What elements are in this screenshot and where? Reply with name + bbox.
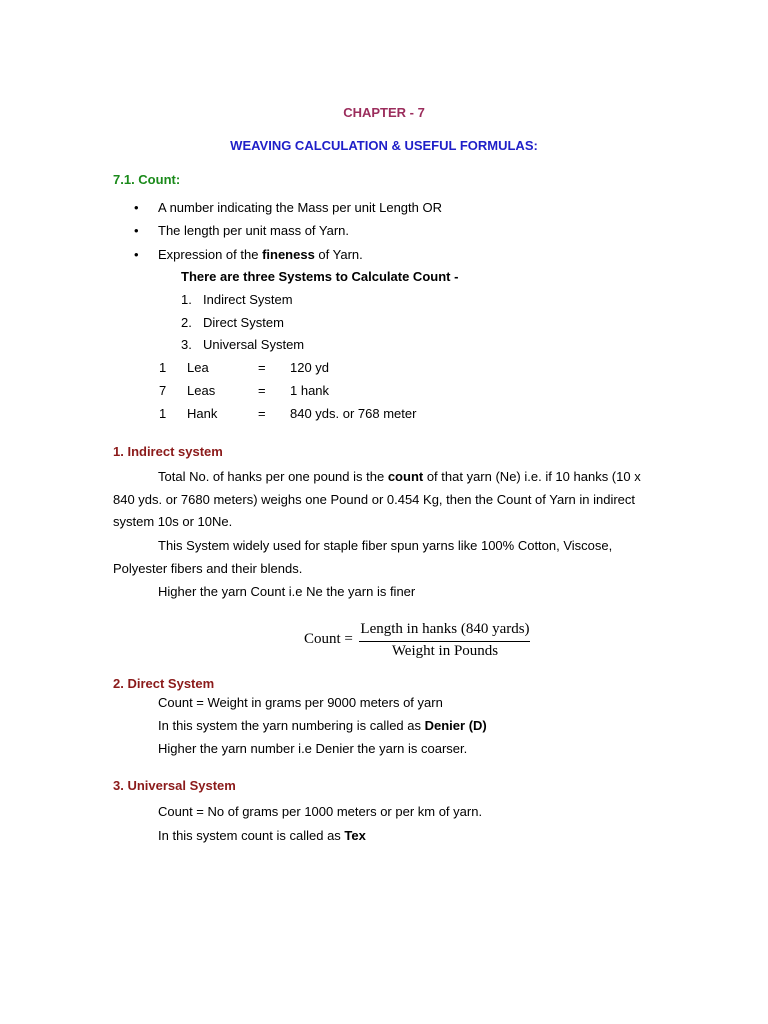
system-list-label: Indirect System [203, 292, 293, 307]
chapter-label: CHAPTER - 7 [343, 105, 425, 120]
system-list-number: 2. [181, 315, 192, 330]
unit-equals: = [258, 383, 266, 398]
section-heading-universal: 3. Universal System [113, 778, 236, 793]
unit-quantity: 1 [159, 406, 167, 421]
system-list-number: 1. [181, 292, 192, 307]
direct-line-3: Higher the yarn number i.e Denier the yarn is coarser. [158, 741, 468, 756]
bullet-icon: • [134, 223, 139, 238]
indirect-paragraph-2: This System widely used for staple fiber spun yarns like 100% Cotton, Viscose, Polyester fibers and their blends. [113, 538, 613, 576]
unit-name: Leas [187, 383, 216, 398]
unit-value: 1 hank [290, 383, 330, 398]
direct-line-2: In this system the yarn numbering is called as Denier (D) [158, 718, 487, 733]
bullet-item: A number indicating the Mass per unit Length OR [158, 200, 442, 215]
unit-quantity: 7 [159, 383, 167, 398]
universal-line-1: Count = No of grams per 1000 meters or per km of yarn. [158, 804, 483, 819]
section-heading-count: 7.1. Count: [113, 172, 181, 187]
system-list-label: Direct System [203, 315, 284, 330]
bullet-item: The length per unit mass of Yarn. [158, 223, 350, 238]
formula-denominator: Weight in Pounds [391, 643, 499, 659]
bullet-item: Expression of the fineness of Yarn. [158, 247, 363, 262]
bullet-icon: • [134, 247, 139, 262]
unit-value: 840 yds. or 768 meter [290, 406, 417, 421]
unit-name: Lea [187, 360, 209, 375]
systems-heading: There are three Systems to Calculate Count - [181, 269, 459, 284]
unit-equals: = [258, 360, 266, 375]
unit-name: Hank [187, 406, 218, 421]
system-list-label: Universal System [203, 337, 305, 352]
unit-value: 120 yd [290, 360, 330, 375]
formula-numerator: Length in hanks (840 yards) [360, 621, 530, 637]
indirect-paragraph-3: Higher the yarn Count i.e Ne the yarn is finer [158, 584, 416, 599]
direct-line-1: Count = Weight in grams per 9000 meters of yarn [158, 695, 443, 710]
unit-equals: = [258, 406, 266, 421]
section-heading-indirect: 1. Indirect system [113, 444, 223, 459]
fraction-bar [359, 641, 530, 642]
section-heading-direct: 2. Direct System [113, 676, 215, 691]
unit-quantity: 1 [159, 360, 167, 375]
formula-lhs: Count = [304, 631, 353, 647]
page-title: WEAVING CALCULATION & USEFUL FORMULAS: [230, 138, 538, 153]
bullet-icon: • [134, 200, 139, 215]
indirect-paragraph-1: Total No. of hanks per one pound is the count of that yarn (Ne) i.e. if 10 hanks (10 x 840 yds. or 7680 meters) weighs one Pound or 0.454 Kg, then the Count of Yarn in indirect system 10s or 10Ne. [113, 469, 641, 529]
universal-line-2: In this system count is called as Tex [158, 828, 366, 843]
system-list-number: 3. [181, 337, 192, 352]
